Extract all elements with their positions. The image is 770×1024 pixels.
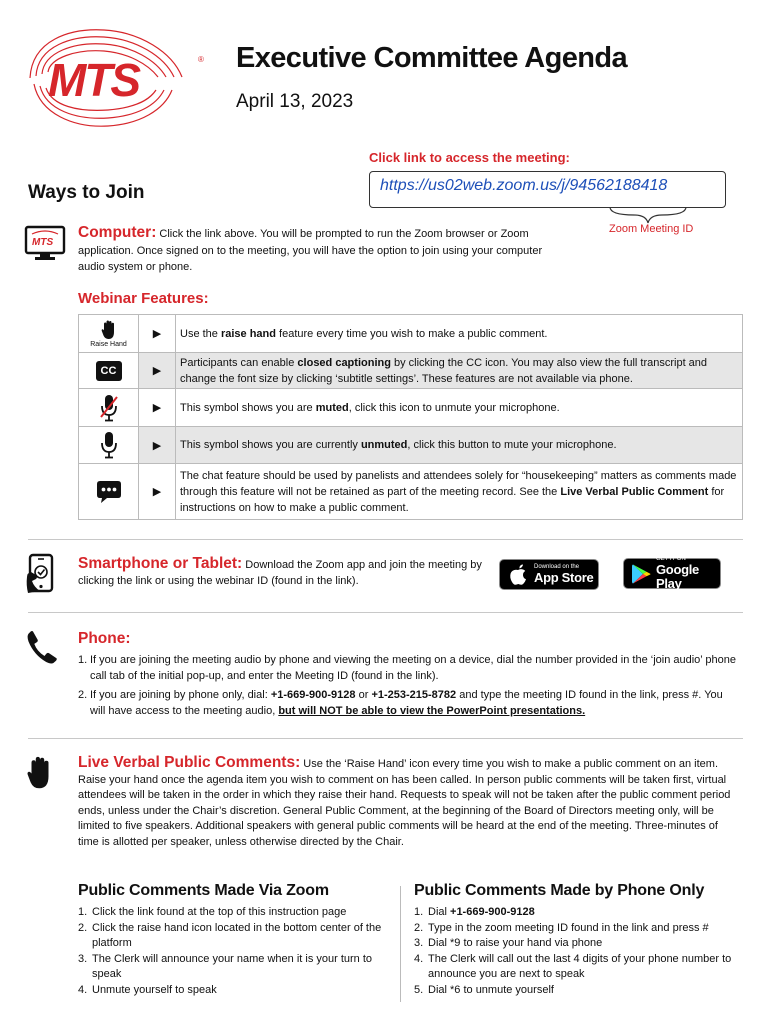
apple-icon bbox=[505, 564, 531, 586]
hand-icon bbox=[26, 756, 54, 790]
feature-icon-cell bbox=[79, 315, 139, 352]
feature-icon-cell bbox=[79, 427, 139, 463]
arrow-icon: ▶ bbox=[139, 427, 176, 463]
feature-row-raise-hand bbox=[79, 315, 742, 353]
link-caption: Click link to access the meeting: bbox=[369, 150, 570, 165]
phone-instructions-list bbox=[78, 653, 738, 723]
arrow-icon: ▶ bbox=[139, 353, 176, 388]
svg-text:®: ® bbox=[198, 55, 204, 64]
meeting-link[interactable]: https://us02web.zoom.us/j/94562188418 bbox=[380, 177, 668, 194]
webinar-features-title: Webinar Features: bbox=[78, 290, 209, 307]
meeting-id-label: Zoom Meeting ID bbox=[609, 223, 694, 235]
list-item: 1. If you are joining the meeting audio by phone and viewing the meeting on a device, dial the number provided in the ‘join audio’ phone call tab of the initial pop-up, and enter the Meeting ID (found in the link). bbox=[78, 654, 736, 682]
arrow-icon: ▶ bbox=[139, 315, 176, 352]
mts-logo bbox=[22, 22, 218, 134]
feature-icon-cell bbox=[79, 389, 139, 426]
section-divider bbox=[28, 612, 743, 613]
google-play-icon bbox=[630, 563, 652, 585]
ways-to-join-title: Ways to Join bbox=[28, 182, 145, 203]
arrow-icon: ▶ bbox=[139, 389, 176, 426]
list-item: 4. Unmute yourself to speak bbox=[78, 983, 217, 996]
arrow-icon: ▶ bbox=[139, 464, 176, 519]
muted-mic-icon bbox=[100, 393, 118, 423]
feature-row-chat bbox=[79, 464, 742, 519]
mic-icon bbox=[100, 430, 118, 460]
monitor-icon bbox=[24, 224, 68, 262]
feature-row-muted bbox=[79, 389, 742, 427]
list-item: 3. Dial *9 to raise your hand via phone bbox=[414, 937, 603, 949]
computer-text: Click the link above. You will be prompted to run the Zoom browser or Zoom application. Once signed on to the meeting, you will have the option to join using your computer audio system or phone. bbox=[78, 228, 543, 273]
section-divider bbox=[28, 738, 743, 739]
phone-comments-steps bbox=[414, 905, 749, 998]
computer-lead: Computer: bbox=[78, 224, 157, 241]
page-title: Executive Committee Agenda bbox=[236, 42, 628, 74]
phone-number: +1-669-900-9128 bbox=[270, 689, 356, 701]
zoom-comments-title: Public Comments Made Via Zoom bbox=[78, 882, 329, 899]
list-item: 1. Click the link found at the top of this instruction page bbox=[78, 906, 347, 918]
feature-row-unmuted bbox=[79, 427, 742, 464]
google-play-label: Google Play bbox=[656, 562, 699, 591]
live-verbal-instructions bbox=[78, 755, 733, 850]
column-divider bbox=[400, 886, 401, 1002]
list-item: 2. If you are joining by phone only, dial: +1-669-900-9128 or +1-253-215-8782 and type the meeting ID found in the link, press #. You will have access to the meeting audio, but will NOT be able to view the PowerPoint presentations. bbox=[78, 689, 723, 717]
feature-icon-cell bbox=[79, 464, 139, 519]
app-store-label: App Store bbox=[534, 570, 594, 585]
feature-description: Participants can enable closed captioning by clicking the CC icon. You may also view the full transcript and change the font size by clicking ‘subtitle settings’. These features are not available via phone. bbox=[180, 356, 708, 385]
cc-icon: CC bbox=[96, 361, 122, 381]
live-verbal-lead: Live Verbal Public Comments: bbox=[78, 754, 301, 771]
list-item: 4. The Clerk will call out the last 4 digits of your phone number to announce you are next to speak bbox=[414, 952, 732, 980]
logo-text: MTS bbox=[48, 54, 140, 106]
powerpoint-warning: but will NOT be able to view the PowerPoint presentations. bbox=[278, 704, 586, 717]
smartphone-instructions bbox=[78, 556, 488, 589]
app-store-button[interactable] bbox=[499, 559, 599, 590]
page-date: April 13, 2023 bbox=[236, 91, 354, 112]
feature-icon-cell bbox=[79, 353, 139, 388]
zoom-comments-steps bbox=[78, 905, 398, 998]
phone-number: +1-253-215-8782 bbox=[371, 689, 457, 701]
phone-icon bbox=[26, 630, 58, 664]
list-item: 3. The Clerk will announce your name when it is your turn to speak bbox=[78, 952, 373, 980]
google-play-small-text: GET IT ON bbox=[656, 556, 686, 562]
chat-icon bbox=[96, 479, 122, 505]
list-item: 2. Click the raise hand icon located in the bottom center of the platform bbox=[78, 921, 382, 949]
section-divider bbox=[28, 539, 743, 540]
phone-number: +1-669-900-9128 bbox=[450, 906, 535, 918]
phone-comments-title: Public Comments Made by Phone Only bbox=[414, 882, 705, 899]
list-item: 5. Dial *6 to unmute yourself bbox=[414, 983, 554, 996]
smartphone-text: Download the Zoom app and join the meeting by clicking the link or using the webinar ID (found in the link). bbox=[78, 559, 482, 587]
feature-table bbox=[78, 314, 743, 520]
list-item: 1. Dial +1-669-900-9128 bbox=[414, 906, 535, 918]
feature-description: The chat feature should be used by panelists and attendees solely for “housekeeping” matters as comments made through this feature will not be retained as part of the meeting record. See the Live Verbal Public Comment for instructions on how to make a public comment. bbox=[180, 469, 737, 514]
computer-instructions bbox=[78, 225, 558, 276]
feature-row-closed-captioning bbox=[79, 353, 742, 389]
smartphone-icon bbox=[26, 553, 62, 595]
raise-hand-icon bbox=[101, 320, 117, 340]
feature-description: This symbol shows you are muted, click this icon to unmute your microphone. bbox=[180, 401, 560, 414]
live-verbal-text: Use the ‘Raise Hand’ icon every time you wish to make a public comment on an item. Raise your hand once the agenda item you wish to comment on has been called. In person public comments will be taken first, virtual attendees will be taken in the order in which they raise their hand. Requests to speak will not be taken after the public comment period ends, unless under the Chair’s discretion. General Public Comment, at the beginning of the Board of Directors meeting only, will be limited to five speakers. Additional speakers with general public comments will be heard at the end of the meeting. Three-minutes of time is allotted per speaker, unless otherwise directed by the Chair. bbox=[78, 758, 731, 848]
raise-hand-label: Raise Hand bbox=[90, 340, 127, 348]
phone-title: Phone: bbox=[78, 630, 131, 647]
feature-description: This symbol shows you are currently unmuted, click this button to mute your microphone. bbox=[180, 439, 617, 451]
feature-description: Use the raise hand feature every time you wish to make a public comment. bbox=[180, 327, 548, 340]
smartphone-lead: Smartphone or Tablet: bbox=[78, 555, 243, 572]
google-play-button[interactable] bbox=[623, 558, 721, 589]
app-store-small-text: Download on the bbox=[534, 564, 580, 570]
list-item: 2. Type in the zoom meeting ID found in the link and press # bbox=[414, 921, 709, 934]
svg-text:MTS: MTS bbox=[32, 237, 54, 248]
